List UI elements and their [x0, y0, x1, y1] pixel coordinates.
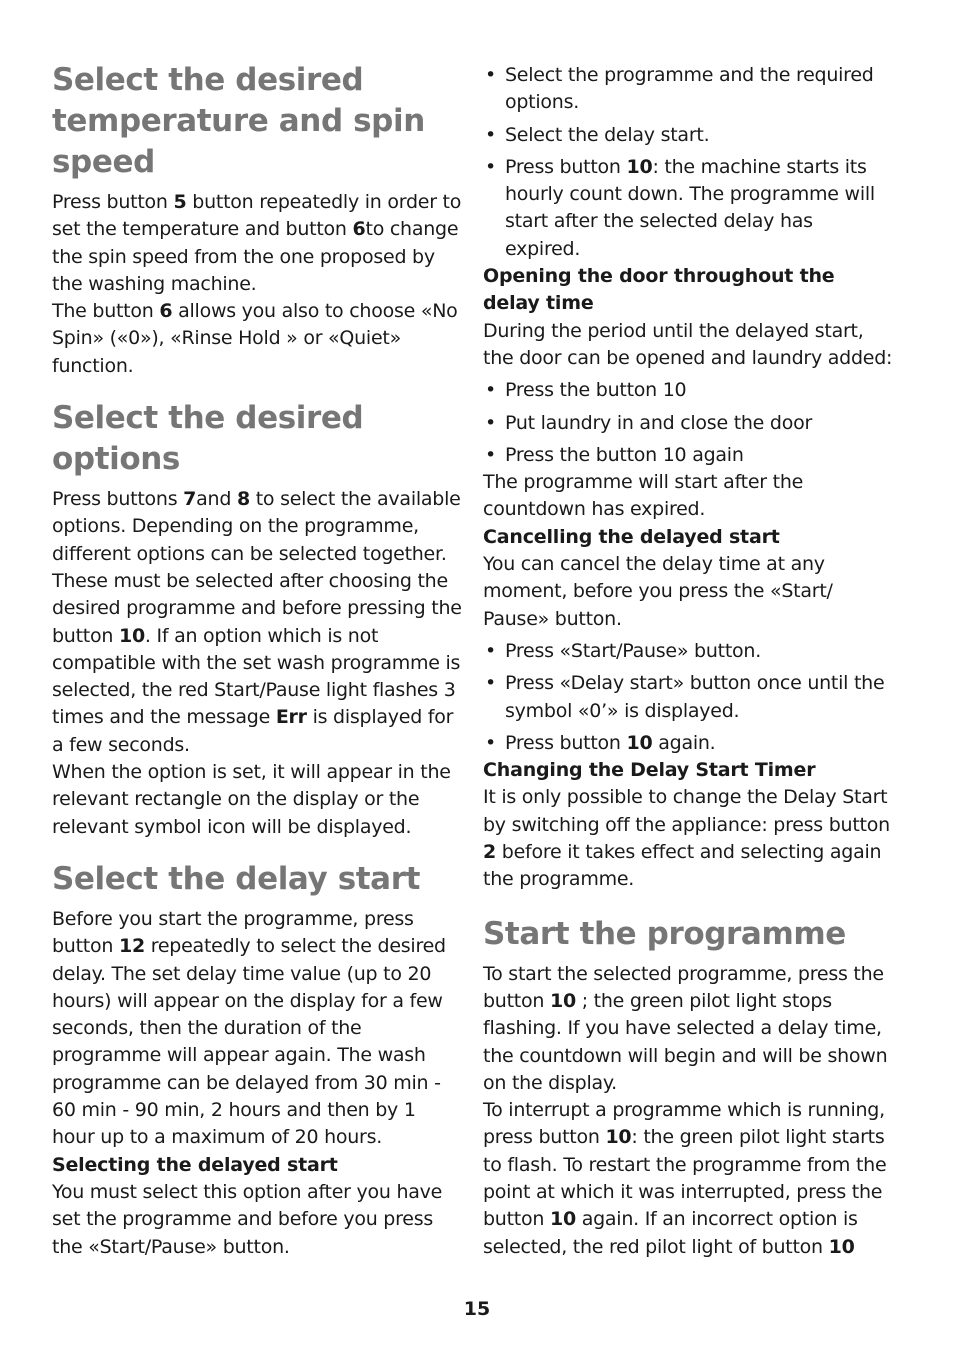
door-steps-list: [483, 377, 893, 469]
list-item: • Press the button 10: [483, 377, 893, 404]
subheading-opening-door: Opening the door throughout the delay time: [483, 265, 835, 315]
right-column: [483, 62, 893, 1261]
list-item: • Press button 10 again.: [483, 730, 893, 757]
list-item: • Put laundry in and close the door: [483, 410, 893, 437]
delay-paragraph: Before you start the programme, press button 12 repeatedly to select the desired delay. The set delay time value (up to 20 hours) will appear on the display for a few seconds, then the duration of the programme will appear again. The wash programme can be delayed from 30 min - 60 min - 90 min, 2 hours and then by 1 hour up to a maximum of 20 hours.: [52, 907, 446, 1149]
opening-paragraph: During the period until the delayed start, the door can be opened and laundry added:: [483, 319, 893, 369]
heading-temperature-spin: Select the desired temperature and spin speed: [52, 62, 425, 180]
heading-start-programme: Start the programme: [483, 915, 846, 952]
subheading-changing-timer: Changing the Delay Start Timer: [483, 759, 816, 782]
options-paragraph-1: Press buttons 7and 8 to select the available options. Depending on the programme, different options can be selected together. These must be selected after choosing the desired programme and before pressing the button 10. If an option which is not compatible with the set wash programme is selected, the red Start/Pause light flashes 3 times and the message Err is displayed for a few seconds.: [52, 488, 462, 756]
changing-paragraph: It is only possible to change the Delay Start by switching off the appliance: press button 2 before it takes effect and selecting again the programme.: [483, 786, 890, 891]
start-paragraph-2: To interrupt a programme which is running, press button 10: the green pilot light starts to flash. To restart the programme from the point at which it was interrupted, press the button 10 again. If an incorrect option is selected, the red pilot light of button 10: [483, 1099, 887, 1258]
left-column: [52, 60, 462, 1261]
list-item: • Press the button 10 again: [483, 442, 893, 469]
delay-steps-list: [483, 62, 893, 263]
cancel-paragraph: You can cancel the delay time at any moment, before you press the «Start/ Pause» button.: [483, 553, 833, 630]
heading-options: Select the desired options: [52, 400, 364, 478]
opening-paragraph-2: The programme will start after the countdown has expired.: [483, 471, 804, 521]
heading-delay-start: Select the delay start: [52, 860, 420, 897]
options-paragraph-2: When the option is set, it will appear in the relevant rectangle on the display or the relevant symbol icon will be displayed.: [52, 761, 451, 838]
list-item: • Press «Delay start» button once until the symbol «0’» is displayed.: [483, 670, 893, 725]
temperature-paragraph-1: Press button 5 button repeatedly in order to set the temperature and button 6to change the spin speed from the one proposed by the washing machine.: [52, 191, 462, 295]
list-item: • Press button 10: the machine starts its hourly count down. The programme will start after the selected delay has expired.: [483, 154, 893, 263]
list-item: • Press «Start/Pause» button.: [483, 638, 893, 665]
list-item: • Select the delay start.: [483, 122, 893, 149]
subheading-cancelling: Cancelling the delayed start: [483, 525, 780, 548]
selecting-paragraph: You must select this option after you have set the programme and before you press the «Start/Pause» button.: [52, 1180, 443, 1258]
list-item: • Select the programme and the required options.: [483, 62, 893, 117]
subheading-selecting-delayed-start: Selecting the delayed start: [52, 1153, 338, 1176]
cancel-steps-list: [483, 638, 893, 757]
page-number: 15: [463, 1298, 491, 1320]
start-paragraph-1: To start the selected programme, press the button 10 ; the green pilot light stops flashing. If you have selected a delay time, the countdown will begin and will be shown on the display.: [483, 962, 888, 1094]
temperature-paragraph-2: The button 6 allows you also to choose «No Spin» («0»), «Rinse Hold » or «Quiet» function.: [52, 300, 458, 377]
